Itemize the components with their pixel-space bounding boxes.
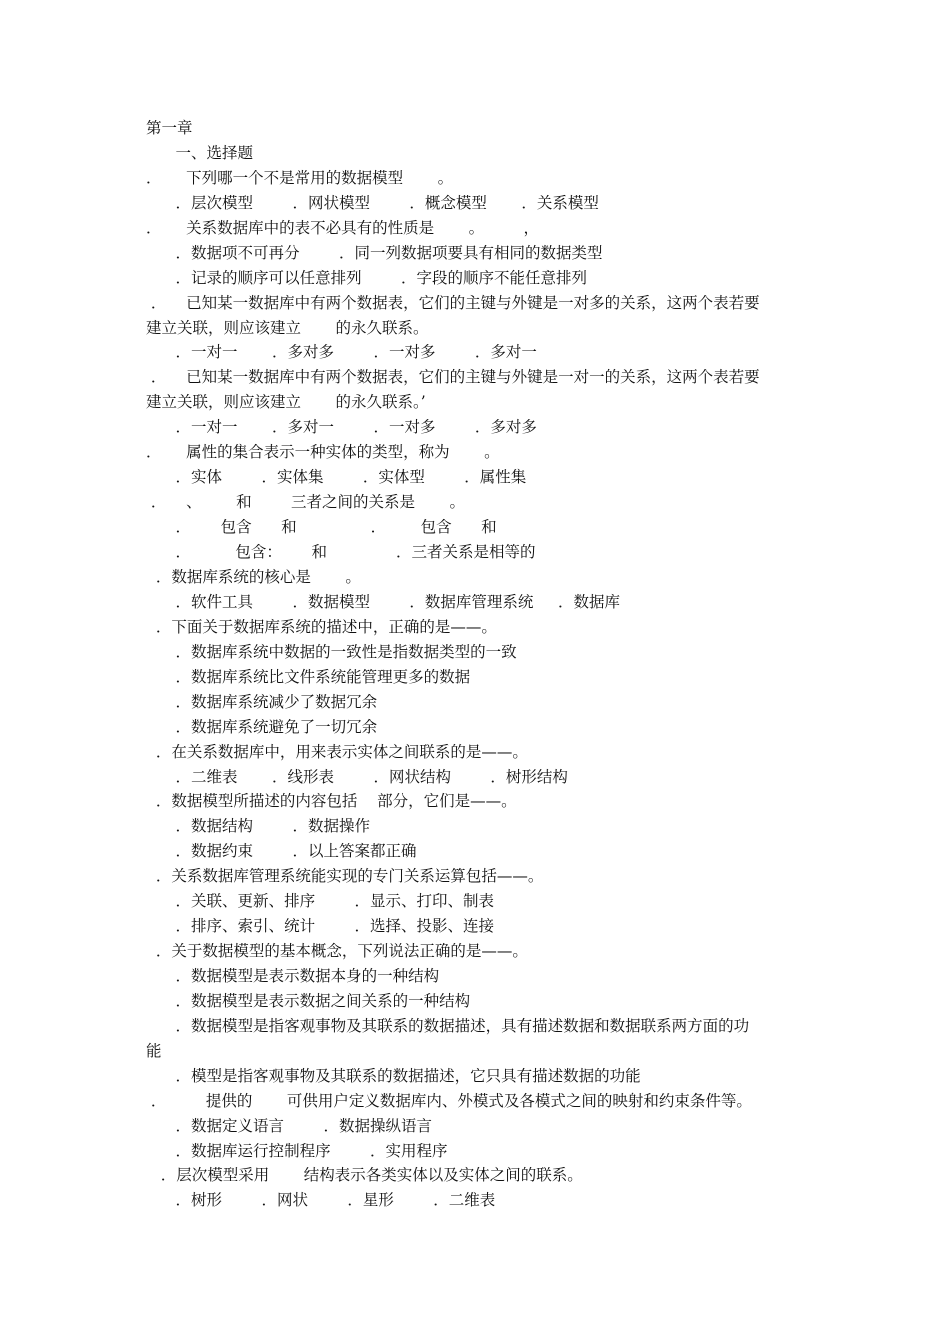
- question-9: ．在关系数据库中，用来表示实体之间联系的是——。: [146, 743, 528, 761]
- options-4: ．一对一 ．多对一 ．一对多 ．多对多: [146, 418, 537, 436]
- question-12: ．关于数据模型的基本概念，下列说法正确的是——。: [146, 942, 528, 960]
- options-10b: ．数据约束 ．以上答案都正确: [146, 842, 417, 860]
- option-8c: ．数据库系统减少了数据冗余: [146, 693, 378, 711]
- options-2b: ．记录的顺序可以任意排列 ．字段的顺序不能任意排列: [146, 269, 587, 287]
- options-11b: ．排序、索引、统计 ．选择、投影、连接: [146, 917, 494, 935]
- option-8a: ．数据库系统中数据的一致性是指数据类型的一致: [146, 643, 517, 661]
- question-3: ． 已知某一数据库中有两个数据表，它们的主键与外键是一对多的关系，这两个表若要: [146, 294, 760, 312]
- question-7: ．数据库系统的核心是 。: [146, 568, 361, 586]
- question-11: ．关系数据库管理系统能实现的专门关系运算包括——。: [146, 867, 544, 885]
- options-2a: ．数据项不可再分 ．同一列数据项要具有相同的数据类型: [146, 244, 603, 262]
- option-12b: ．数据模型是表示数据之间关系的一种结构: [146, 992, 471, 1010]
- option-12c-cont: 能: [146, 1042, 162, 1060]
- question-6: ． 、 和 三者之间的关系是 。: [146, 493, 466, 511]
- question-1: ． 下列哪一个不是常用的数据模型 。: [146, 169, 454, 187]
- option-8b: ．数据库系统比文件系统能管理更多的数据: [146, 668, 471, 686]
- question-3-cont: 建立关联，则应该建立 的永久联系。: [146, 319, 429, 337]
- chapter-heading: 第一章: [146, 119, 193, 137]
- options-7: ．软件工具 ．数据模型 ．数据库管理系统 ．数据库: [146, 593, 621, 611]
- options-13a: ．数据定义语言 ．数据操纵语言: [146, 1117, 432, 1135]
- question-13: ． 提供的 可供用户定义数据库内、外模式及各模式之间的映射和约束条件等。: [146, 1092, 752, 1110]
- options-13b: ．数据库运行控制程序 ．实用程序: [146, 1142, 448, 1160]
- options-3: ．一对一 ．多对多 ．一对多 ．多对一: [146, 343, 537, 361]
- question-4-cont: 建立关联，则应该建立 的永久联系。’: [146, 393, 426, 411]
- question-4: ． 已知某一数据库中有两个数据表，它们的主键与外键是一对一的关系，这两个表若要: [146, 368, 760, 386]
- options-10a: ．数据结构 ．数据操作: [146, 817, 370, 835]
- option-12c: ．数据模型是指客观事物及其联系的数据描述，具有描述数据和数据联系两方面的功: [146, 1017, 750, 1035]
- options-1: ．层次模型 ．网状模型 ．概念模型 ．关系模型: [146, 194, 599, 212]
- option-8d: ．数据库系统避免了一切冗余: [146, 718, 378, 736]
- options-11a: ．关联、更新、排序 ．显示、打印、制表: [146, 892, 494, 910]
- options-5: ．实体 ．实体集 ．实体型 ．属性集: [146, 468, 527, 486]
- question-8: ．下面关于数据库系统的描述中，正确的是——。: [146, 618, 497, 636]
- options-6a: ． 包含 和 ． 包含 和: [146, 518, 497, 536]
- question-5: ． 属性的集合表示一种实体的类型，称为 。: [146, 443, 500, 461]
- option-12a: ．数据模型是表示数据本身的一种结构: [146, 967, 440, 985]
- section-heading: 一、选择题: [146, 144, 254, 162]
- question-2: ． 关系数据库中的表不必具有的性质是 。 ，: [146, 219, 540, 237]
- question-14: ．层次模型采用 结构表示各类实体以及实体之间的联系。: [146, 1166, 583, 1184]
- options-6b: ． 包含： 和 ．三者关系是相等的: [146, 543, 536, 561]
- options-14: ．树形 ．网状 ．星形 ．二维表: [146, 1191, 496, 1209]
- options-9: ．二维表 ．线形表 ．网状结构 ．树形结构: [146, 768, 568, 786]
- question-10: ．数据模型所描述的内容包括 部分，它们是——。: [146, 792, 517, 810]
- option-12d: ．模型是指客观事物及其联系的数据描述，它只具有描述数据的功能: [146, 1067, 641, 1085]
